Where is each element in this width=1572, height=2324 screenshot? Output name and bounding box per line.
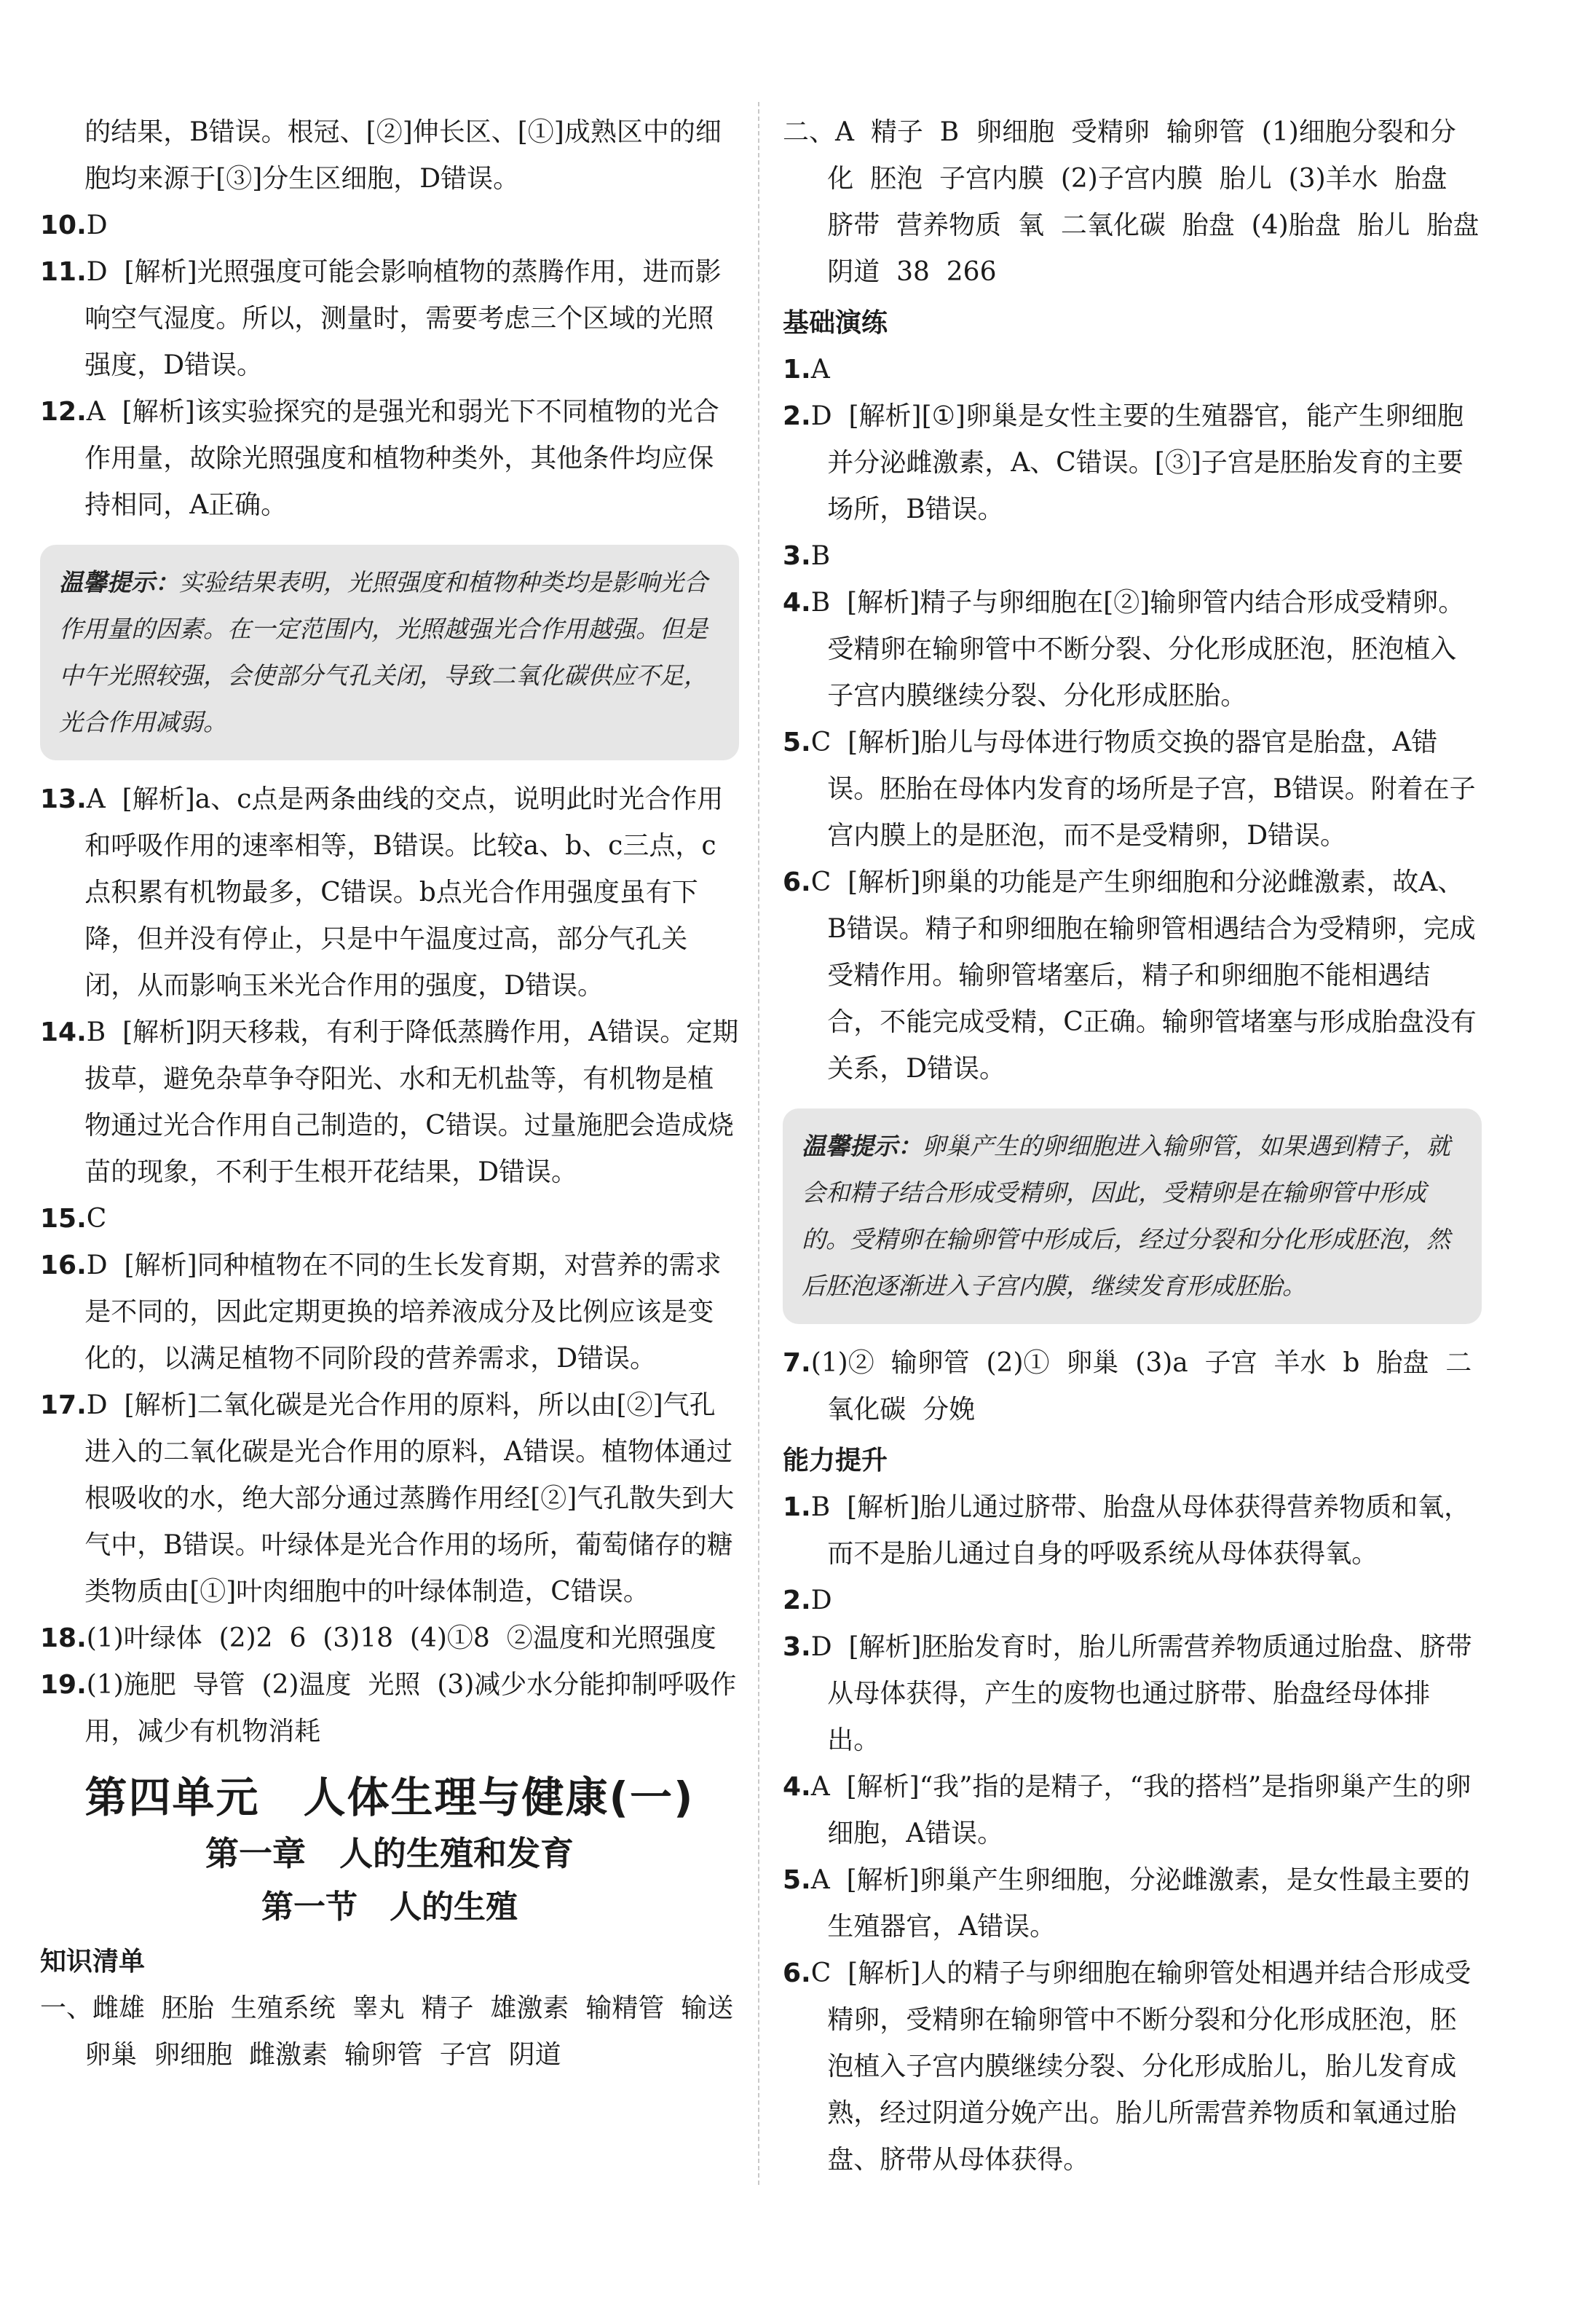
answer-number: 16. <box>40 1250 87 1280</box>
unit-title: 第四单元 人体生理与健康(一) <box>84 1773 695 1822</box>
answer-14 <box>40 1009 739 1196</box>
ability-answer-1 <box>783 1484 1482 1577</box>
answer-text: A [解析]该实验探究的是强光和弱光下不同植物的光合作用量，故除光照强度和植物种类外，其他条件均应保持相同，A正确。 <box>84 397 719 520</box>
answer-12 <box>40 389 739 529</box>
answer-15 <box>40 1196 739 1242</box>
tip-text: 卵巢产生的卵细胞进入输卵管，如果遇到精子，就会和精子结合形成受精卵，因此，受精卵是在输卵管中形成的。受精卵在输卵管中形成后，经过分裂和分化形成胚泡，然后胚泡逐渐进入子宫内膜，继续发育形成胚胎。 <box>802 1132 1450 1300</box>
ability-answer-3 <box>783 1624 1482 1764</box>
tip-box <box>783 1108 1482 1324</box>
answer-text: (1)施肥 导管 (2)温度 光照 (3)减少水分能抑制呼吸作用，减少有机物消耗 <box>84 1670 737 1746</box>
tip-label: 温馨提示： <box>59 568 179 596</box>
answer-text: A [解析]“我”指的是精子，“我的搭档”是指卵巢产生的卵细胞，A错误。 <box>810 1772 1472 1848</box>
ability-heading: 能力提升 <box>783 1446 888 1476</box>
column-divider <box>758 102 759 2185</box>
answer-10 <box>40 202 739 249</box>
ability-answer-6 <box>783 1950 1482 2183</box>
answer-11 <box>40 249 739 389</box>
answer-number: 4. <box>783 1772 811 1802</box>
answer-text: D [解析]光照强度可能会影响植物的蒸腾作用，进而影响空气湿度。所以，测量时，需要考虑三个区域的光照强度，D错误。 <box>84 257 722 380</box>
answer-text: D [解析]胚胎发育时，胎儿所需营养物质通过胎盘、脐带从母体获得，产生的废物也通过脐带、胎盘经母体排出。 <box>810 1632 1472 1755</box>
answer-number: 4. <box>783 588 811 618</box>
answer-number: 2. <box>783 1586 811 1615</box>
knowledge-list-1: 一、雌雄 胚胎 生殖系统 睾丸 精子 雄激素 输精管 输送 卵巢 卵细胞 雌激素 输卵管 子宫 阴道 <box>40 1993 751 2070</box>
answer-number: 1. <box>783 1492 811 1522</box>
answer-number: 5. <box>783 728 811 757</box>
answer-text: A <box>810 355 830 385</box>
answer-number: 6. <box>783 1958 811 1988</box>
ability-answer-4 <box>783 1764 1482 1857</box>
answer-number: 17. <box>40 1390 87 1420</box>
basic-answer-2 <box>783 393 1482 533</box>
answer-19 <box>40 1662 739 1755</box>
answer-number: 14. <box>40 1017 87 1047</box>
knowledge-heading: 知识清单 <box>40 1947 146 1977</box>
basic-practice-heading: 基础演练 <box>783 308 888 338</box>
answer-number: 6. <box>783 867 811 897</box>
answer-text: A [解析]a、c点是两条曲线的交点，说明此时光合作用和呼吸作用的速率相等，B错误。比较a、b、c三点，c点积累有机物最多，C错误。b点光合作用强度虽有下降，但并没有停止，只是中午温度过高，部分气孔关闭，从而影响玉米光合作用的强度，D错误。 <box>84 784 724 1001</box>
answer-text: D [解析]同种植物在不同的生长发育期，对营养的需求是不同的，因此定期更换的培养液成分及比例应该是变化的，以满足植物不同阶段的营养需求，D错误。 <box>84 1250 722 1374</box>
right-column <box>783 109 1496 2183</box>
tip-text: 实验结果表明，光照强度和植物种类均是影响光合作用量的因素。在一定范围内，光照越强光合作用越强。但是中午光照较强，会使部分气孔关闭，导致二氧化碳供应不足，光合作用减弱。 <box>59 568 708 736</box>
basic-answer-1 <box>783 347 1482 393</box>
answer-text: C <box>86 1204 107 1234</box>
answer-13 <box>40 776 739 1009</box>
answer-text: C [解析]卵巢的功能是产生卵细胞和分泌雌激素，故A、B错误。精子和卵细胞在输卵管相遇结合为受精卵，完成受精作用。输卵管堵塞后，精子和卵细胞不能相遇结合，不能完成受精，C正确。输卵管堵塞与形成胎盘没有关系，D错误。 <box>810 867 1477 1084</box>
answer-text: B [解析]胎儿通过脐带、胎盘从母体获得营养物质和氧，而不是胎儿通过自身的呼吸系统从母体获得氧。 <box>810 1492 1471 1569</box>
answer-number: 19. <box>40 1670 87 1700</box>
answer-number: 2. <box>783 401 811 431</box>
answer-text: B [解析]精子与卵细胞在[②]输卵管内结合形成受精卵。受精卵在输卵管中不断分裂、分化形成胚泡，胚泡植入子宫内膜继续分裂、分化形成胚胎。 <box>810 588 1465 711</box>
basic-answer-5 <box>783 720 1482 859</box>
answer-17 <box>40 1382 739 1615</box>
answer-text: B <box>810 541 831 571</box>
answer-number: 3. <box>783 541 811 571</box>
answer-number: 13. <box>40 784 87 814</box>
answer-text: D [解析][①]卵巢是女性主要的生殖器官，能产生卵细胞并分泌雌激素，A、C错误。[③]子宫是胚胎发育的主要场所，B错误。 <box>810 401 1464 524</box>
answer-text: C [解析]人的精子与卵细胞在输卵管处相遇并结合形成受精卵，受精卵在输卵管中不断分裂和分化形成胚泡，胚泡植入子宫内膜继续分裂、分化形成胎儿，胎儿发育成熟，经过阴道分娩产出。胎儿所需营养物质和氧通过胎盘、脐带从母体获得。 <box>810 1958 1472 2175</box>
answer-number: 15. <box>40 1204 87 1234</box>
answer-number: 11. <box>40 257 87 287</box>
ability-answer-5 <box>783 1857 1482 1950</box>
answer-number: 5. <box>783 1865 811 1895</box>
answer-18 <box>40 1615 739 1662</box>
basic-answer-4 <box>783 580 1482 720</box>
answer-text: B [解析]阴天移栽，有利于降低蒸腾作用，A错误。定期拔草，避免杂草争夺阳光、水和无机盐等，有机物是植物通过光合作用自己制造的，C错误。过量施肥会造成烧苗的现象，不利于生根开花结果，D错误。 <box>84 1017 739 1187</box>
section-title: 第一节 人的生殖 <box>261 1888 518 1926</box>
answer-text: C [解析]胎儿与母体进行物质交换的器官是胎盘，A错误。胚胎在母体内发育的场所是子宫，B错误。附着在子宫内膜上的是胚泡，而不是受精卵，D错误。 <box>810 728 1476 851</box>
tip-box <box>40 545 739 760</box>
tip-label: 温馨提示： <box>802 1132 922 1160</box>
answer-text: D [解析]二氧化碳是光合作用的原料，所以由[②]气孔进入的二氧化碳是光合作用的原料，A错误。植物体通过根吸收的水，绝大部分通过蒸腾作用经[②]气孔散失到大气中，B错误。叶绿体是光合作用的场所，葡萄储存的糖类物质由[①]叶肉细胞中的叶绿体制造，C错误。 <box>84 1390 735 1607</box>
ability-answer-2 <box>783 1577 1482 1624</box>
basic-answer-6 <box>783 859 1482 1092</box>
answer-text: D <box>810 1586 832 1615</box>
answer-number: 1. <box>783 355 811 385</box>
answer-text: D <box>86 210 108 240</box>
answer-number: 7. <box>783 1348 811 1378</box>
knowledge-list-2: 二、A 精子 B 卵细胞 受精卵 输卵管 (1)细胞分裂和分化 胚泡 子宫内膜 (2)子宫内膜 胎儿 (3)羊水 胎盘 脐带 营养物质 氧 二氧化碳 胎盘 (4)胎盘 胎儿 胎盘 阴道 38 266 <box>783 117 1496 287</box>
answer-16 <box>40 1242 739 1382</box>
answer-text: A [解析]卵巢产生卵细胞，分泌雌激素，是女性最主要的生殖器官，A错误。 <box>810 1865 1470 1942</box>
chapter-title: 第一章 人的生殖和发育 <box>205 1834 574 1873</box>
answer-number: 10. <box>40 210 87 240</box>
answer-number: 12. <box>40 397 87 427</box>
left-column <box>40 109 751 2079</box>
answer-number: 3. <box>783 1632 811 1662</box>
basic-answer-3 <box>783 533 1482 580</box>
answer-text: (1)② 输卵管 (2)① 卵巢 (3)a 子宫 羊水 b 胎盘 二氧化碳 分娩 <box>810 1348 1472 1425</box>
answer-text: (1)叶绿体 (2)2 6 (3)18 (4)①8 ②温度和光照强度 <box>86 1623 716 1653</box>
intro-paragraph: 的结果，B错误。根冠、[②]伸长区、[①]成熟区中的细胞均来源于[③]分生区细胞，D错误。 <box>84 117 722 194</box>
answer-number: 18. <box>40 1623 87 1653</box>
basic-answer-7 <box>783 1340 1482 1433</box>
